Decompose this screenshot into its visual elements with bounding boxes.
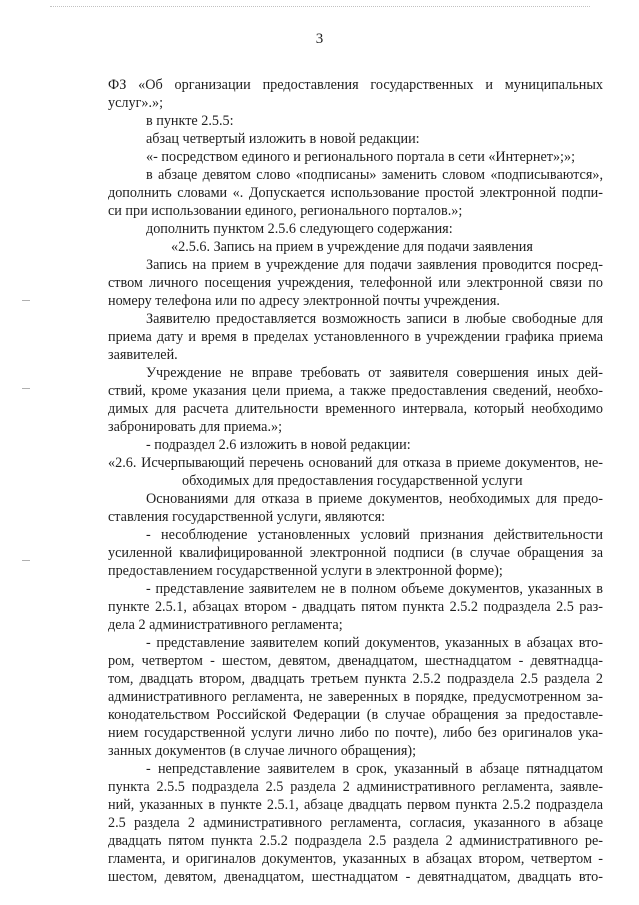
text-line: ний, указанных в пункте 2.5.1, абзаце двадцать первом пункта 2.5.2 подраздела bbox=[108, 797, 603, 813]
text-line: дополнить словами «. Допускается использование простой электронной подпи- bbox=[108, 185, 603, 201]
text-line: димых для расчета длительности временного интервала, который необходимо bbox=[108, 401, 603, 417]
text-line: дела 2 административного регламента; bbox=[108, 617, 343, 633]
text-line: услуг».»; bbox=[108, 95, 164, 111]
text-line: ФЗ «Об организации предоставления государственных и муниципальных bbox=[108, 77, 603, 93]
text-line: номеру телефона или по адресу электронной почты учреждения. bbox=[108, 293, 500, 309]
text-line: усиленной квалифицированной электронной подписи (в случае обращения за bbox=[108, 545, 603, 561]
text-line: «- посредством единого и регионального портала в сети «Интернет»;»; bbox=[146, 149, 576, 165]
text-line: нием государственной услуги лично либо по почте), либо без оригиналов ука- bbox=[108, 725, 603, 741]
text-line: в пункте 2.5.5: bbox=[146, 113, 234, 129]
text-line: дополнить пунктом 2.5.6 следующего содержания: bbox=[146, 221, 453, 237]
text-line: Учреждение не вправе требовать от заявителя совершения иных дей- bbox=[146, 365, 603, 381]
text-line: ставления государственной услуги, являются: bbox=[108, 509, 386, 525]
text-line: ствий, кроме указания цели приема, а также предоставления сведений, необхо- bbox=[108, 383, 603, 399]
margin-mark bbox=[22, 300, 30, 301]
text-line: си при использовании единого, регионального порталов.»; bbox=[108, 203, 463, 219]
text-line: 2.5 раздела 2 административного регламента, согласия, указанного в абзаце bbox=[108, 815, 603, 831]
margin-mark bbox=[22, 388, 30, 389]
text-line: административного регламента, не заверенных в порядке, предусмотренном за- bbox=[108, 689, 603, 705]
text-line: абзац четвертый изложить в новой редакции: bbox=[146, 131, 420, 147]
text-line: - представление заявителем не в полном объеме документов, указанных в bbox=[146, 581, 603, 597]
text-line: «2.6. Исчерпывающий перечень оснований для отказа в приеме документов, не- bbox=[108, 455, 603, 471]
text-line: предоставлением государственной услуги в электронной форме); bbox=[108, 563, 503, 579]
text-line: пункта 2.5.5 подраздела 2.5 раздела 2 административного регламента, заявле- bbox=[108, 779, 603, 795]
text-line: приема дату и время в пределах установленного в учреждении графика приема bbox=[108, 329, 603, 345]
text-line: том, двадцать втором, двадцать третьем пункта 2.5.2 подраздела 2.5 раздела 2 bbox=[108, 671, 603, 687]
text-line: Заявителю предоставляется возможность записи в любые свободные для bbox=[146, 311, 603, 327]
text-line: забронировать для приема.»; bbox=[108, 419, 283, 435]
text-line: в абзаце девятом слово «подписаны» заменить словом «подписываются», bbox=[146, 167, 603, 183]
text-line: - непредставление заявителем в срок, указанный в абзаце пятнадцатом bbox=[146, 761, 603, 777]
text-line: Запись на прием в учреждение для подачи заявления проводится посред- bbox=[146, 257, 603, 273]
text-line: ром, четвертом - шестом, девятом, двенадцатом, шестнадцатом - девятнадца- bbox=[108, 653, 603, 669]
scan-edge-marks bbox=[50, 6, 590, 9]
text-line: заявителей. bbox=[108, 347, 178, 363]
page-number: 3 bbox=[315, 31, 324, 47]
text-line: обходимых для предоставления государственной услуги bbox=[182, 473, 523, 489]
text-line: - подраздел 2.6 изложить в новой редакции: bbox=[146, 437, 411, 453]
text-line: «2.5.6. Запись на прием в учреждение для подачи заявления bbox=[171, 239, 533, 255]
text-line: гламента, и оригиналов документов, указанных в абзацах втором, четвертом - bbox=[108, 851, 603, 867]
text-line: занных документов (в случае личного обращения); bbox=[108, 743, 417, 759]
margin-mark bbox=[22, 560, 30, 561]
text-line: ством личного посещения учреждения, телефонной или электронной связи по bbox=[108, 275, 603, 291]
text-line: двадцать пятом пункта 2.5.2 подраздела 2.5 раздела 2 административного ре- bbox=[108, 833, 603, 849]
text-line: шестом, девятом, двенадцатом, шестнадцатом - девятнадцатом, двадцать вто- bbox=[108, 869, 603, 885]
text-line: конодательством Российской Федерации (в случае обращения за предоставле- bbox=[108, 707, 603, 723]
text-line: - несоблюдение установленных условий признания действительности bbox=[146, 527, 603, 543]
text-line: - представление заявителем копий документов, указанных в абзацах вто- bbox=[146, 635, 603, 651]
text-line: пункте 2.5.1, абзацах втором - двадцать пятом пункта 2.5.2 подраздела 2.5 раз- bbox=[108, 599, 603, 615]
text-line: Основаниями для отказа в приеме документов, необходимых для предо- bbox=[146, 491, 603, 507]
